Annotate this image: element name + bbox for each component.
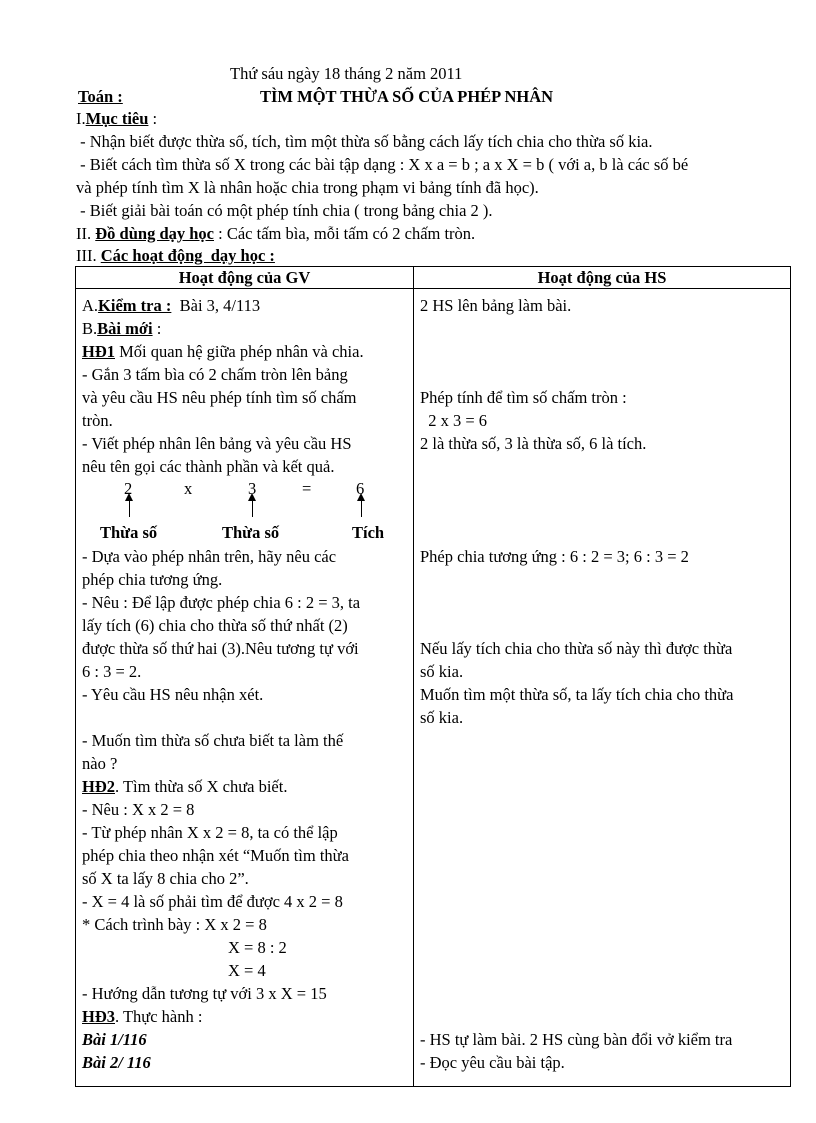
activities-prefix: III. — [76, 246, 101, 265]
hd1-label: HĐ1 — [82, 342, 115, 361]
check-heading: Kiểm tra : — [98, 296, 172, 315]
gv-line: X = 8 : 2 — [228, 938, 287, 957]
gv-line: được thừa số thứ hai (3).Nêu tương tự với — [82, 639, 359, 658]
col-hs-header: Hoạt động của HS — [414, 267, 791, 289]
hd3-text: . Thực hành : — [115, 1007, 203, 1026]
b-suffix: : — [152, 319, 162, 338]
subject-label: Toán : — [78, 87, 123, 106]
hs-line: 2 x 3 = 6 — [420, 411, 488, 430]
hs-line: Muốn tìm một thừa số, ta lấy tích chia cho thừa — [420, 685, 734, 704]
gv-line: - Muốn tìm thừa số chưa biết ta làm thế — [82, 731, 344, 750]
hs-line: - Đọc yêu cầu bài tập. — [420, 1053, 565, 1072]
hd2-line — [82, 775, 287, 798]
check-text: Bài 3, 4/113 — [171, 296, 261, 315]
gv-new-lesson-line — [82, 317, 161, 340]
a-prefix: A. — [82, 296, 99, 315]
table-body-row — [76, 289, 791, 1087]
arrow-shaft — [361, 499, 362, 517]
hs-line: số kia. — [420, 662, 464, 681]
gv-line: và yêu cầu HS nêu phép tính tìm số chấm — [82, 388, 357, 407]
hd3-label: HĐ3 — [82, 1007, 115, 1026]
hs-line: 2 là thừa số, 3 là thừa số, 6 là tích. — [420, 434, 647, 453]
gv-line: * Cách trình bày : X x 2 = 8 — [82, 915, 267, 934]
objective-line-2: - Biết cách tìm thừa số X trong các bài tập dạng : X x a = b ; a x X = b ( với a, b là các số bé — [76, 155, 689, 174]
gv-line: nào ? — [82, 754, 118, 773]
materials-prefix: II. — [76, 224, 96, 243]
materials-heading: Đồ dùng dạy học — [95, 224, 214, 243]
lesson-table — [75, 266, 791, 1087]
gv-line: nêu tên gọi các thành phần và kết quả. — [82, 457, 335, 476]
objectives-title: Mục tiêu — [85, 109, 149, 128]
new-lesson-heading: Bài mới — [97, 319, 153, 338]
hs-cell — [414, 289, 791, 1087]
objectives-heading — [76, 108, 157, 130]
gv-line: tròn. — [82, 411, 113, 430]
lesson-title: TÌM MỘT THỪA SỐ CỦA PHÉP NHÂN — [260, 87, 554, 106]
materials-text: : Các tấm bìa, mỗi tấm có 2 chấm tròn. — [214, 224, 476, 243]
gv-line: - Gắn 3 tấm bìa có 2 chấm tròn lên bảng — [82, 365, 348, 384]
arrow-shaft — [252, 499, 253, 517]
gv-line: - Dựa vào phép nhân trên, hãy nêu các — [82, 547, 337, 566]
gv-line: phép chia tương ứng. — [82, 570, 223, 589]
objective-line-4: - Biết giải bài toán có một phép tính chia ( trong bảng chia 2 ). — [76, 201, 493, 220]
hs-line: 2 HS lên bảng làm bài. — [420, 296, 572, 315]
materials-line — [76, 223, 475, 245]
gv-line: - Hướng dẫn tương tự với 3 x X = 15 — [82, 984, 327, 1003]
b-prefix: B. — [82, 319, 98, 338]
hd2-label: HĐ2 — [82, 777, 115, 796]
hd2-text: . Tìm thừa số X chưa biết. — [115, 777, 288, 796]
exercise-1: Bài 1/116 — [82, 1030, 147, 1049]
activities-line — [76, 245, 275, 267]
date-line: Thứ sáu ngày 18 tháng 2 năm 2011 — [230, 64, 463, 83]
eq-equals: = — [302, 479, 312, 498]
objective-line-3: và phép tính tìm X là nhân hoặc chia trong phạm vi bảng tính đã học). — [76, 178, 539, 197]
gv-line: - Nêu : Để lập được phép chia 6 : 2 = 3, ta — [82, 593, 361, 612]
objective-line-1: - Nhận biết được thừa số, tích, tìm một thừa số bằng cách lấy tích chia cho thừa số kia. — [76, 132, 653, 151]
gv-line: - Nêu : X x 2 = 8 — [82, 800, 195, 819]
gv-line: 6 : 3 = 2. — [82, 662, 142, 681]
gv-line: - Viết phép nhân lên bảng và yêu cầu HS — [82, 434, 352, 453]
eq-product: 6 — [356, 479, 365, 498]
hs-line: Phép tính để tìm số chấm tròn : — [420, 388, 627, 407]
label-factor-1: Thừa số — [100, 523, 158, 542]
objectives-prefix: I. — [76, 109, 86, 128]
objectives-suffix: : — [148, 109, 158, 128]
hd1-line — [82, 340, 364, 363]
col-gv-header: Hoạt động của GV — [76, 267, 414, 289]
label-product: Tích — [352, 523, 385, 542]
arrow-shaft — [129, 499, 130, 517]
hd1-text: Mối quan hệ giữa phép nhân và chia. — [115, 342, 364, 361]
hs-line: - HS tự làm bài. 2 HS cùng bàn đổi vở kiểm tra — [420, 1030, 733, 1049]
gv-cell — [76, 289, 414, 1087]
hs-line: Phép chia tương ứng : 6 : 2 = 3; 6 : 3 = 2 — [420, 547, 689, 566]
activities-heading: Các hoạt động dạy học : — [100, 246, 275, 265]
exercise-2: Bài 2/ 116 — [82, 1053, 151, 1072]
label-factor-2: Thừa số — [222, 523, 280, 542]
gv-line: - Yêu cầu HS nêu nhận xét. — [82, 685, 264, 704]
hd3-line — [82, 1005, 202, 1028]
gv-check-line — [82, 294, 260, 317]
hs-line: Nếu lấy tích chia cho thừa số này thì được thừa — [420, 639, 733, 658]
table-header-row — [76, 267, 791, 289]
gv-line: phép chia theo nhận xét “Muốn tìm thừa — [82, 846, 349, 865]
gv-line: số X ta lấy 8 chia cho 2”. — [82, 869, 249, 888]
gv-line: X = 4 — [228, 961, 266, 980]
gv-line: - Từ phép nhân X x 2 = 8, ta có thể lập — [82, 823, 338, 842]
eq-factor-2: 3 — [248, 479, 257, 498]
eq-factor-1: 2 — [124, 479, 133, 498]
hs-line: số kia. — [420, 708, 464, 727]
gv-line: - X = 4 là số phải tìm để được 4 x 2 = 8 — [82, 892, 343, 911]
gv-line: lấy tích (6) chia cho thừa số thứ nhất (2) — [82, 616, 348, 635]
eq-operator: x — [184, 479, 193, 498]
